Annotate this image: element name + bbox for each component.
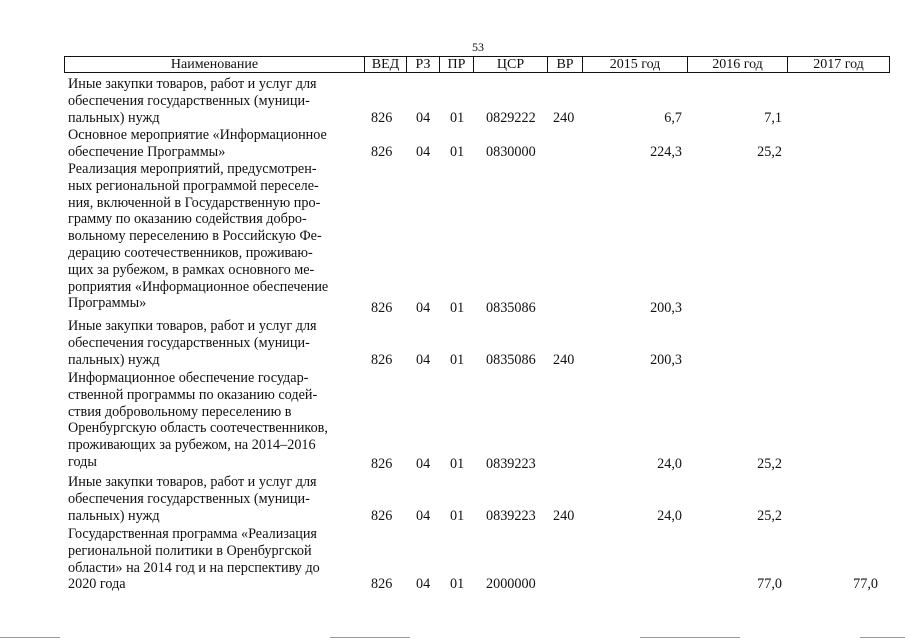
row-name — [68, 526, 368, 593]
name-line: ных региональной программой переселе- — [68, 177, 319, 194]
cell-pr: 01 — [450, 508, 465, 524]
header-2015: 2015 год — [583, 57, 688, 72]
name-line: ния, включенной в Государственную про- — [68, 194, 321, 211]
name-line: Иные закупки товаров, работ и услуг для — [68, 76, 317, 92]
name-line: области» на 2014 год и на перспективу до — [68, 559, 320, 576]
name-line: пальных) нужд — [68, 507, 160, 524]
cell-ved: 826 — [371, 508, 393, 524]
cell-csr: 0835086 — [486, 300, 536, 316]
cell-2015: 24,0 — [657, 508, 682, 524]
name-line: дерацию соотечественников, проживаю- — [68, 244, 313, 261]
name-line: проживающих за рубежом, на 2014–2016 — [68, 437, 316, 454]
cell-vr: 240 — [553, 352, 575, 368]
name-line: обеспечения государственных (муници- — [68, 334, 310, 351]
name-line: годы — [68, 453, 97, 470]
header-2016: 2016 год — [688, 57, 788, 72]
cell-pr: 01 — [450, 352, 465, 368]
header-name: Наименование — [64, 57, 365, 72]
cell-2016: 25,2 — [757, 144, 782, 160]
cell-pr: 01 — [450, 300, 465, 316]
header-bottom-rule — [64, 72, 890, 73]
name-line: обеспечения государственных (муници- — [68, 490, 310, 507]
name-line: Основное мероприятие «Информационное — [68, 127, 327, 143]
cell-csr: 0830000 — [486, 144, 536, 160]
cell-rz: 04 — [416, 300, 431, 316]
scan-artifact-line — [860, 637, 905, 638]
name-line: Реализация мероприятий, предусмотрен- — [68, 161, 317, 177]
cell-2015: 200,3 — [650, 352, 682, 368]
cell-rz: 04 — [416, 352, 431, 368]
cell-2016: 7,1 — [764, 110, 782, 126]
header-ved: ВЕД — [365, 57, 407, 72]
name-line: обеспечения государственных (муници- — [68, 92, 310, 109]
cell-rz: 04 — [416, 456, 431, 472]
cell-ved: 826 — [371, 144, 393, 160]
name-line: ственной программы по оказанию содей- — [68, 386, 318, 403]
cell-pr: 01 — [450, 456, 465, 472]
row-name — [68, 76, 368, 126]
row-name — [68, 318, 368, 368]
name-line: Информационное обеспечение государ- — [68, 370, 309, 386]
cell-2015: 6,7 — [664, 110, 682, 126]
name-line: вольному переселению в Российскую Фе- — [68, 228, 322, 245]
cell-vr: 240 — [553, 110, 575, 126]
header-pr: ПР — [440, 57, 474, 72]
cell-csr: 0839223 — [486, 456, 536, 472]
scan-artifact-line — [330, 637, 410, 638]
cell-2015: 24,0 — [657, 456, 682, 472]
name-line: грамму по оказанию содействия добро- — [68, 211, 307, 228]
name-line: Иные закупки товаров, работ и услуг для — [68, 474, 317, 490]
name-line: ствия добровольному переселению в — [68, 403, 292, 420]
cell-2016: 77,0 — [757, 576, 782, 592]
cell-2015: 224,3 — [650, 144, 682, 160]
scan-artifact-line — [0, 637, 60, 638]
cell-2016: 25,2 — [757, 508, 782, 524]
cell-csr: 0829222 — [486, 110, 536, 126]
cell-ved: 826 — [371, 110, 393, 126]
cell-pr: 01 — [450, 110, 465, 126]
cell-vr: 240 — [553, 508, 575, 524]
cell-csr: 0839223 — [486, 508, 536, 524]
cell-csr: 0835086 — [486, 352, 536, 368]
cell-rz: 04 — [416, 576, 431, 592]
header-csr: ЦСР — [474, 57, 548, 72]
cell-ved: 826 — [371, 300, 393, 316]
name-line: Государственная программа «Реализация — [68, 526, 317, 542]
header-rz: РЗ — [407, 57, 440, 72]
row-name — [68, 370, 368, 471]
page-number: 53 — [472, 40, 484, 54]
cell-csr: 2000000 — [486, 576, 536, 592]
cell-2016: 25,2 — [757, 456, 782, 472]
cell-pr: 01 — [450, 576, 465, 592]
name-line: роприятия «Информационное обеспечение — [68, 278, 329, 295]
cell-rz: 04 — [416, 508, 431, 524]
name-line: пальных) нужд — [68, 351, 160, 368]
row-name — [68, 161, 368, 312]
cell-rz: 04 — [416, 144, 431, 160]
name-line: Программы» — [68, 295, 147, 312]
name-line: Иные закупки товаров, работ и услуг для — [68, 318, 317, 334]
cell-rz: 04 — [416, 110, 431, 126]
row-name — [68, 474, 368, 524]
scan-artifact-line — [640, 637, 740, 638]
cell-ved: 826 — [371, 576, 393, 592]
cell-pr: 01 — [450, 144, 465, 160]
cell-ved: 826 — [371, 352, 393, 368]
name-line: обеспечение Программы» — [68, 143, 226, 160]
cell-2017: 77,0 — [853, 576, 878, 592]
name-line: пальных) нужд — [68, 109, 160, 126]
name-line: щих за рубежом, в рамках основного ме- — [68, 261, 315, 278]
header-vr: ВР — [548, 57, 583, 72]
name-line: Оренбургскую область соотечественников, — [68, 420, 328, 437]
name-line: 2020 года — [68, 576, 126, 593]
row-name — [68, 127, 368, 161]
name-line: региональной политики в Оренбургской — [68, 542, 312, 559]
cell-ved: 826 — [371, 456, 393, 472]
cell-2015: 200,3 — [650, 300, 682, 316]
header-2017: 2017 год — [788, 57, 890, 72]
